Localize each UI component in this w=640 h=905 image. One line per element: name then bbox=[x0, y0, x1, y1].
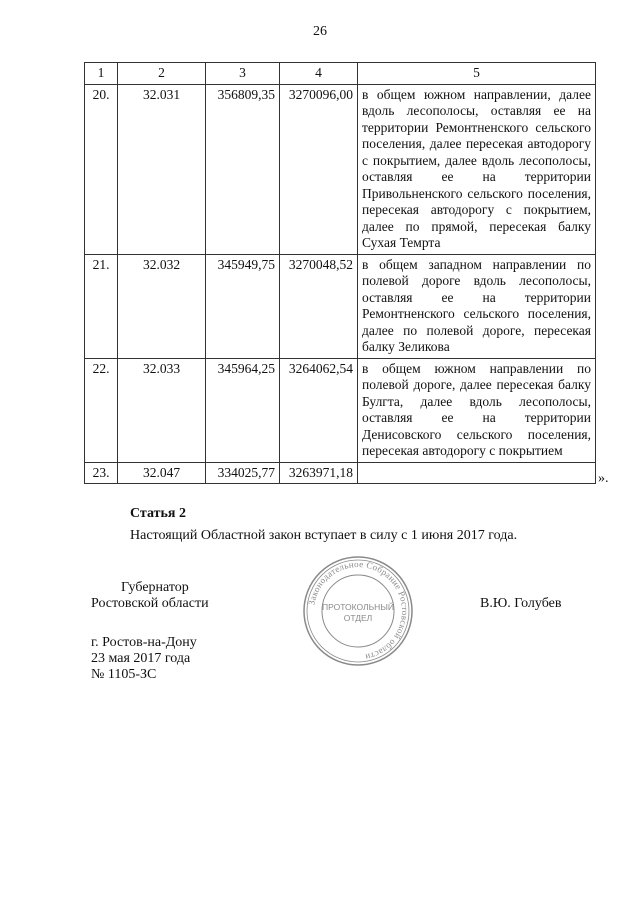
boundary-description bbox=[358, 462, 596, 484]
table-row bbox=[85, 84, 596, 254]
article-title: Статья 2 bbox=[130, 506, 186, 521]
stamp-inner-line1: ПРОТОКОЛЬНЫЙ bbox=[322, 602, 394, 612]
point-code: 32.047 bbox=[118, 462, 206, 484]
table-header-row bbox=[85, 63, 596, 85]
row-number: 21. bbox=[85, 254, 118, 358]
signer-position-line1: Губернатор bbox=[121, 580, 189, 595]
coord-y: 3270048,52 bbox=[280, 254, 358, 358]
place-date-block bbox=[91, 635, 197, 683]
coord-y: 3263971,18 bbox=[280, 462, 358, 484]
official-stamp-icon bbox=[302, 555, 414, 667]
boundary-description: в общем западном направлении по полевой дороге вдоль лесополосы, оставляя ее на территории Ремонтненского сельского поселения, далее по полевой дороге, пересекая балку Зеликова bbox=[358, 254, 596, 358]
header-cell: 2 bbox=[118, 63, 206, 85]
point-code: 32.033 bbox=[118, 358, 206, 462]
coord-x: 345949,75 bbox=[206, 254, 280, 358]
boundary-description: в общем южном направлении по полевой дороге, далее пересекая балку Булгта, далее вдоль лесополосы, оставляя ее на территории Денисовского сельского поселения, пересекая автодорогу с покрытием bbox=[358, 358, 596, 462]
header-cell: 4 bbox=[280, 63, 358, 85]
point-code: 32.032 bbox=[118, 254, 206, 358]
row-number: 23. bbox=[85, 462, 118, 484]
signer-name: В.Ю. Голубев bbox=[480, 596, 562, 611]
coord-x: 334025,77 bbox=[206, 462, 280, 484]
table-row bbox=[85, 358, 596, 462]
header-cell: 3 bbox=[206, 63, 280, 85]
boundary-table bbox=[84, 62, 596, 484]
row-number: 20. bbox=[85, 84, 118, 254]
document-number: № 1105-ЗС bbox=[91, 667, 157, 682]
coord-y: 3270096,00 bbox=[280, 84, 358, 254]
coord-x: 356809,35 bbox=[206, 84, 280, 254]
document-date: 23 мая 2017 года bbox=[91, 651, 191, 666]
table-row bbox=[85, 462, 596, 484]
article-text: Настоящий Областной закон вступает в силу с 1 июня 2017 года. bbox=[130, 528, 518, 543]
coord-y: 3264062,54 bbox=[280, 358, 358, 462]
page-number: 26 bbox=[313, 24, 327, 39]
place-city: г. Ростов-на-Дону bbox=[91, 635, 197, 650]
coord-x: 345964,25 bbox=[206, 358, 280, 462]
stamp-inner-line2: ОТДЕЛ bbox=[343, 613, 373, 623]
signer-position-line2: Ростовской области bbox=[91, 596, 209, 611]
header-cell: 5 bbox=[358, 63, 596, 85]
closing-quote: ». bbox=[598, 471, 609, 486]
header-cell: 1 bbox=[85, 63, 118, 85]
stamp-outer-text: Законодательное Собрание Ростовской области bbox=[306, 558, 411, 663]
table-row bbox=[85, 254, 596, 358]
boundary-description: в общем южном направлении, далее вдоль лесополосы, оставляя ее на территории Ремонтненского сельского поселения, далее пересекая автодорогу с покрытием, далее вдоль лесополосы, оставляя ее на территории Привольненского сельского поселения, пересекая автодорогу с покрытием, далее по прямой, пересекая балку Сухая Темрта bbox=[358, 84, 596, 254]
row-number: 22. bbox=[85, 358, 118, 462]
point-code: 32.031 bbox=[118, 84, 206, 254]
